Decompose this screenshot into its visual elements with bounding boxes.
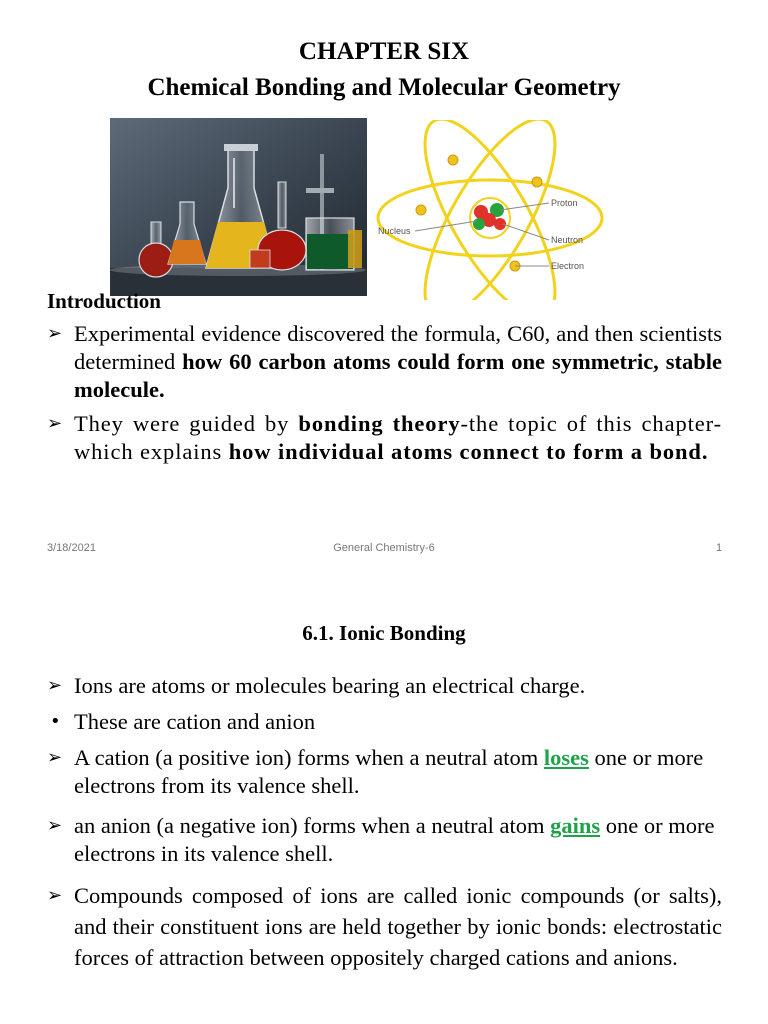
arrow-bullet-icon: ➢: [47, 675, 63, 696]
nucleus-label: Nucleus: [378, 226, 411, 236]
footer-page-number: 1: [716, 542, 723, 554]
intro-bullet-1: ➢ Experimental evidence discovered the formula, C60, and then scientists determined how 60 carbon atoms could form one symmetric, stable molecule.: [47, 321, 722, 402]
electron-label: Electron: [551, 261, 585, 271]
ionic-bullets: [47, 672, 722, 973]
footer-date: 3/18/2021: [47, 542, 96, 554]
footer-center: General Chemistry-6: [333, 542, 435, 554]
arrow-bullet-icon: ➢: [47, 747, 63, 768]
section-heading-introduction: Introduction: [47, 289, 161, 313]
proton-label: Proton: [551, 198, 578, 208]
ionic-bullet-4: ➢ an anion (a negative ion) forms when a neutral atom gains one or more electrons in its valence shell.: [47, 813, 715, 866]
arrow-bullet-icon: ➢: [47, 413, 63, 434]
atom-diagram: [373, 120, 613, 300]
slide-title-ionic-bonding: 6.1. Ionic Bonding: [302, 621, 466, 645]
dot-bullet-icon: •: [50, 711, 61, 732]
arrow-bullet-icon: ➢: [47, 323, 63, 344]
ionic-bullet-1: ➢ Ions are atoms or molecules bearing an electrical charge.: [47, 673, 586, 698]
ionic-bullet-3: ➢ A cation (a positive ion) forms when a neutral atom loses one or more electrons from its valence shell.: [47, 745, 704, 798]
neutron-label: Neutron: [551, 235, 584, 245]
ionic-bullet-2: • These are cation and anion: [50, 709, 316, 734]
ionic-bullet-5: ➢ Compounds composed of ions are called ionic compounds (or salts), and their constituent ions are held together by ionic bonds: electrostatic forces of attraction between oppositely charged cations and anions.: [47, 880, 722, 973]
highlight-gains: gains: [550, 813, 601, 838]
highlight-loses: loses: [543, 745, 589, 770]
chapter-title: CHAPTER SIX: [298, 38, 470, 65]
arrow-bullet-icon: ➢: [47, 815, 63, 836]
chapter-subtitle: Chemical Bonding and Molecular Geometry: [147, 74, 621, 101]
arrow-bullet-icon: ➢: [47, 885, 63, 906]
intro-bullets: [47, 320, 722, 466]
intro-bullet-2: ➢ They were guided by bonding theory-the topic of this chapter-which explains how individual atoms connect to form a bond.: [47, 411, 722, 464]
lab-glassware-image: [110, 118, 367, 296]
